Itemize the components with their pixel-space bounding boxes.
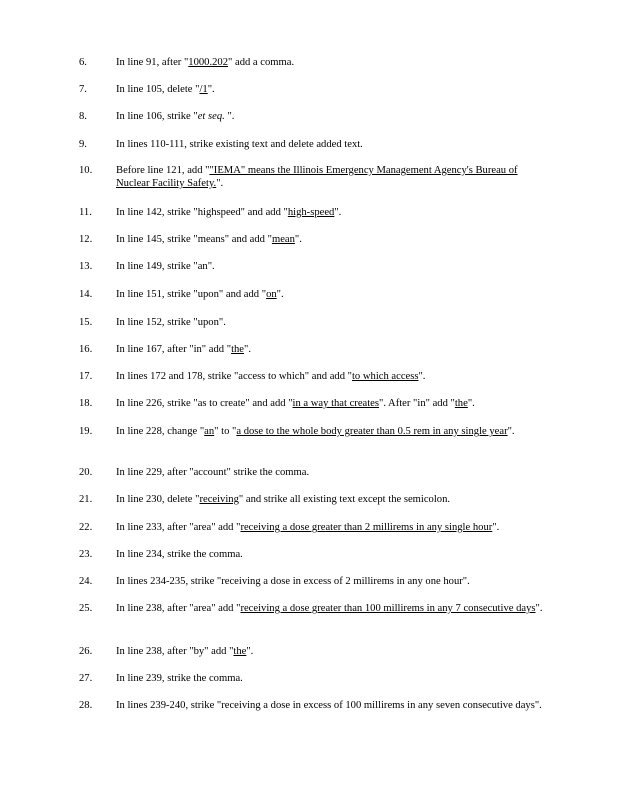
text-run: In line 239, strike the comma. [116, 673, 243, 684]
item-number: 20. [79, 467, 93, 478]
text-run: ". [207, 84, 215, 95]
item-text [116, 425, 544, 438]
inserted-text: receiving a dose greater than 100 millirems in any 7 consecutive days [240, 603, 536, 614]
item-number: 18. [79, 398, 93, 409]
text-run: ". [216, 178, 224, 189]
text-run: In line 142, strike "highspeed" and add " [116, 207, 288, 218]
item-text [116, 138, 544, 151]
text-run: In line 105, delete " [116, 84, 200, 95]
item-text [116, 110, 544, 123]
item-number: 12. [79, 234, 93, 245]
inserted-text: the [454, 398, 468, 409]
item-number: 24. [79, 576, 93, 587]
text-run: ". [467, 398, 475, 409]
item-text [116, 83, 544, 96]
item-text [116, 699, 544, 712]
item-number: 22. [79, 522, 93, 533]
text-run: In line 145, strike "means" and add " [116, 234, 272, 245]
item-number: 7. [79, 84, 87, 95]
italic-text: et seq. [197, 111, 225, 122]
inserted-text: mean [271, 234, 295, 245]
inserted-text: an [204, 426, 215, 437]
text-run: ". After "in" add " [379, 398, 455, 409]
item-number: 19. [79, 426, 93, 437]
text-run: In line 228, change " [116, 426, 205, 437]
inserted-text: receiving a dose greater than 2 millirems in any single hour [240, 522, 493, 533]
item-text [116, 260, 544, 273]
inserted-text: /1 [199, 84, 208, 95]
item-text [116, 493, 544, 506]
text-run: In lines 239-240, strike "receiving a dose in excess of 100 millirems in any seven consecutive days". [116, 700, 542, 711]
text-run: ". [535, 603, 543, 614]
item-number: 28. [79, 700, 93, 711]
item-text [116, 466, 544, 479]
text-run: In lines 110-111, strike existing text and delete added text. [116, 139, 363, 150]
text-run: In line 152, strike "upon". [116, 317, 226, 328]
item-text [116, 602, 544, 615]
text-run: In line 106, strike " [116, 111, 198, 122]
inserted-text: on [266, 289, 277, 300]
text-run: Before line 121, add " [116, 165, 210, 176]
text-run: In line 229, after "account" strike the comma. [116, 467, 310, 478]
inserted-text: to which access [351, 371, 419, 382]
item-number: 15. [79, 317, 93, 328]
inserted-text: the [233, 646, 247, 657]
item-number: 23. [79, 549, 93, 560]
inserted-text: in a way that creates [292, 398, 380, 409]
item-number: 14. [79, 289, 93, 300]
text-run: In line 91, after " [116, 57, 189, 68]
item-number: 25. [79, 603, 93, 614]
item-text [116, 233, 544, 246]
item-number: 13. [79, 261, 93, 272]
item-text [116, 548, 544, 561]
item-number: 6. [79, 57, 87, 68]
text-run: In line 151, strike "upon" and add " [116, 289, 267, 300]
inserted-text: the [231, 344, 245, 355]
text-run: ". [507, 426, 515, 437]
item-text [116, 397, 544, 410]
text-run: In line 230, delete " [116, 494, 200, 505]
item-text [116, 370, 544, 383]
inserted-text: a dose to the whole body greater than 0.5 rem in any single year [236, 426, 508, 437]
text-run: In lines 234-235, strike "receiving a dose in excess of 2 millirems in any one hour". [116, 576, 470, 587]
item-text [116, 672, 544, 685]
text-run: ". [334, 207, 342, 218]
text-run: ". [492, 522, 500, 533]
text-run: In line 238, after "by" add " [116, 646, 234, 657]
item-number: 10. [79, 165, 93, 176]
item-number: 16. [79, 344, 93, 355]
text-run: " and strike all existing text except the semicolon. [238, 494, 451, 505]
text-run: In line 233, after "area" add " [116, 522, 241, 533]
text-run: ". [244, 344, 251, 355]
text-run: In line 149, strike "an". [116, 261, 215, 272]
text-run: In line 238, after "area" add " [116, 603, 241, 614]
text-run: In line 167, after "in" add " [116, 344, 232, 355]
item-number: 27. [79, 673, 93, 684]
item-number: 17. [79, 371, 93, 382]
text-run: ". [224, 111, 235, 122]
item-text [116, 521, 544, 534]
inserted-text: high-speed [287, 207, 335, 218]
item-text [116, 343, 544, 356]
item-number: 26. [79, 646, 93, 657]
item-number: 21. [79, 494, 93, 505]
text-run: ". [276, 289, 284, 300]
text-run: ". [294, 234, 302, 245]
item-text [116, 645, 544, 658]
text-run: ". [246, 646, 254, 657]
item-text [116, 288, 544, 301]
item-text [116, 206, 544, 219]
item-number: 11. [79, 207, 92, 218]
inserted-text: receiving [199, 494, 239, 505]
inserted-text: "IEMA" means the Illinois Emergency Management Agency's Bureau of Nuclear Facility Safety. [116, 165, 518, 189]
text-run: ". [418, 371, 426, 382]
item-number: 9. [79, 139, 87, 150]
item-text [116, 575, 544, 588]
item-text [116, 56, 544, 69]
item-text [116, 316, 544, 329]
text-run: In line 226, strike "as to create" and add " [116, 398, 293, 409]
inserted-text: 1000.202 [188, 57, 229, 68]
item-number: 8. [79, 111, 87, 122]
text-run: " add a comma. [228, 57, 295, 68]
text-run: In lines 172 and 178, strike "access to which" and add " [116, 371, 352, 382]
item-text [116, 164, 544, 190]
text-run: In line 234, strike the comma. [116, 549, 243, 560]
text-run: " to " [214, 426, 237, 437]
